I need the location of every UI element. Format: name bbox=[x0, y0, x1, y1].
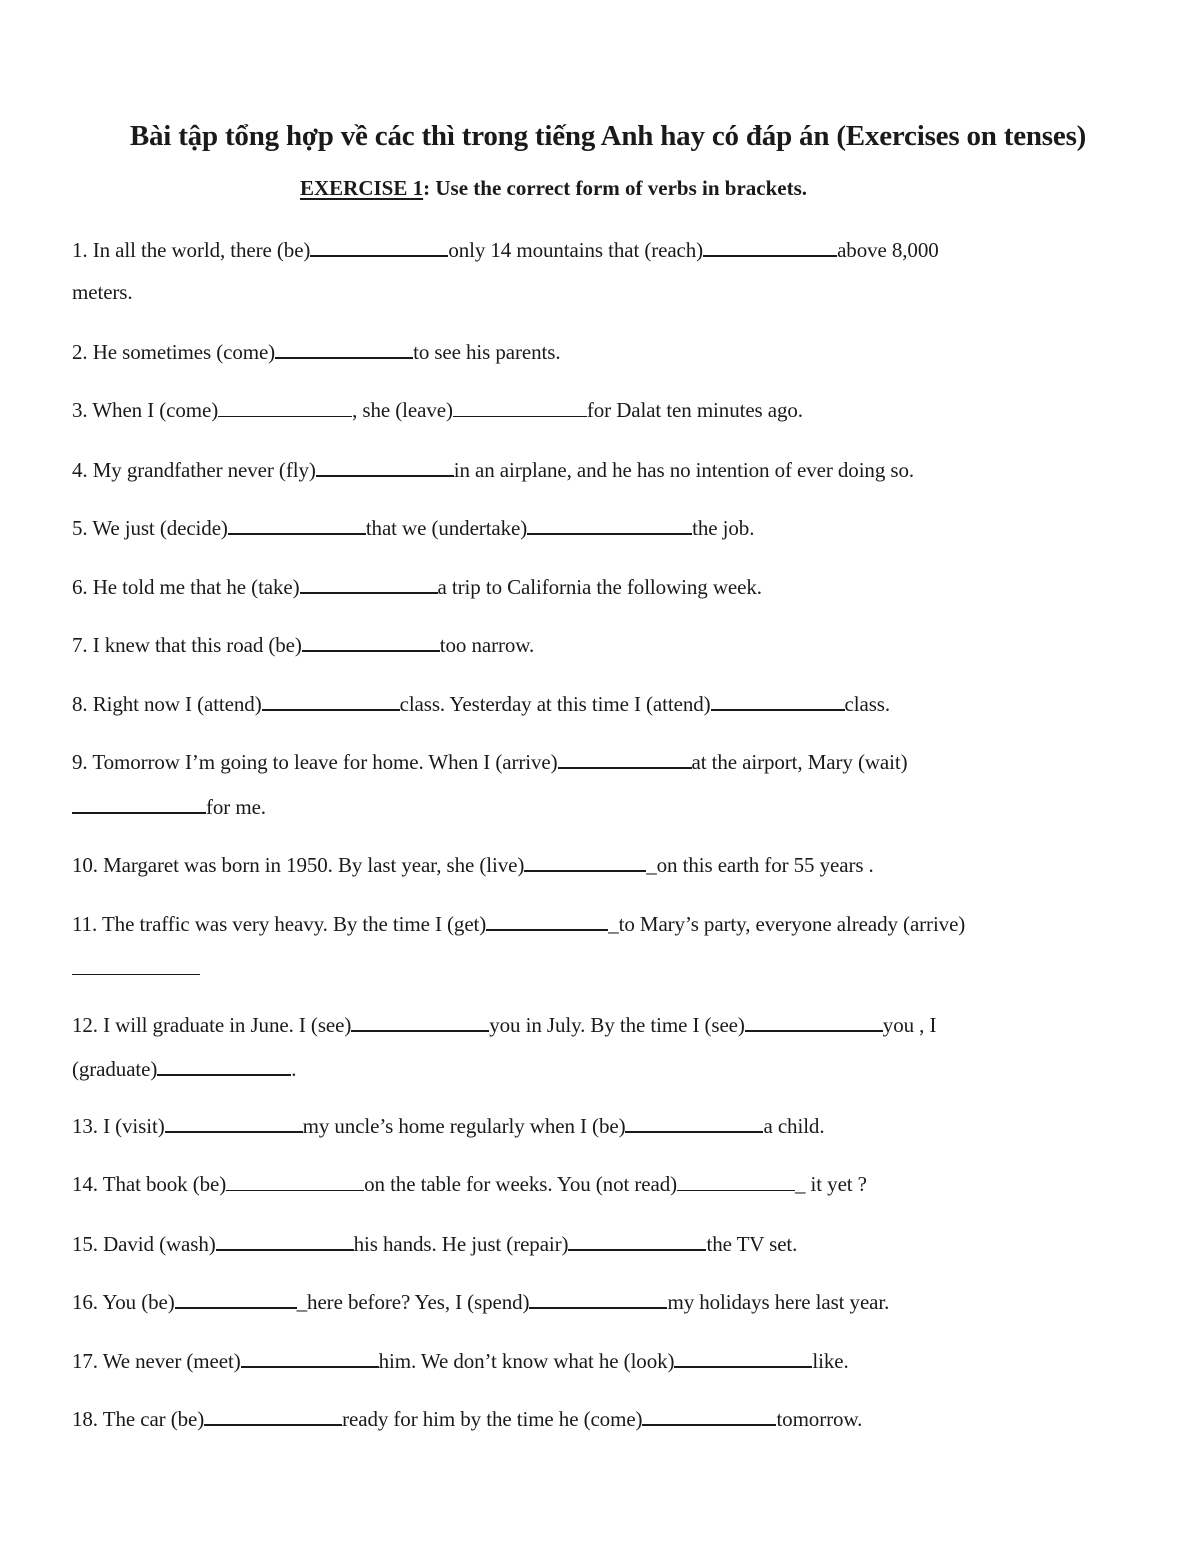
question-1: 1. In all the world, there (be) only 14 mountains that (reach) above 8,000 bbox=[72, 238, 939, 262]
question-5: 5. We just (decide) that we (undertake) the job. bbox=[72, 516, 755, 540]
question-1-continued: meters. bbox=[72, 280, 133, 304]
question-13: 13. I (visit) my uncle’s home regularly when I (be) a child. bbox=[72, 1114, 825, 1138]
question-12: 12. I will graduate in June. I (see) you in July. By the time I (see) you , I bbox=[72, 1013, 937, 1037]
answer-blank[interactable] bbox=[204, 1405, 342, 1426]
answer-blank[interactable] bbox=[316, 456, 454, 477]
answer-blank[interactable] bbox=[745, 1011, 883, 1032]
answer-blank[interactable] bbox=[275, 338, 413, 359]
question-2: 2. He sometimes (come) to see his parents. bbox=[72, 340, 561, 364]
answer-blank[interactable] bbox=[524, 851, 646, 872]
answer-blank[interactable] bbox=[529, 1288, 667, 1309]
answer-blank[interactable] bbox=[157, 1055, 291, 1076]
answer-blank[interactable] bbox=[216, 1230, 354, 1251]
answer-blank[interactable] bbox=[72, 793, 206, 814]
exercise-heading bbox=[300, 176, 807, 201]
answer-blank[interactable] bbox=[351, 1011, 489, 1032]
question-3: 3. When I (come) , she (leave) for Dalat ten minutes ago. bbox=[72, 398, 803, 422]
answer-blank[interactable] bbox=[72, 955, 200, 975]
worksheet-title: Bài tập tổng hợp về các thì trong tiếng Anh hay có đáp án (Exercises on tenses) bbox=[129, 120, 1087, 152]
answer-blank[interactable] bbox=[241, 1347, 379, 1368]
answer-blank[interactable] bbox=[625, 1112, 763, 1133]
answer-blank[interactable] bbox=[262, 690, 400, 711]
answer-blank[interactable] bbox=[228, 514, 366, 535]
answer-blank[interactable] bbox=[677, 1171, 795, 1191]
question-10: 10. Margaret was born in 1950. By last year, she (live) _on this earth for 55 years . bbox=[72, 853, 874, 877]
question-12-continued: (graduate) . bbox=[72, 1057, 297, 1081]
answer-blank[interactable] bbox=[310, 236, 448, 257]
question-9: 9. Tomorrow I’m going to leave for home. When I (arrive) at the airport, Mary (wait) bbox=[72, 750, 908, 774]
answer-blank[interactable] bbox=[703, 236, 837, 257]
answer-blank[interactable] bbox=[300, 573, 438, 594]
exercise-label: EXERCISE 1 bbox=[300, 176, 424, 200]
exercise-instruction: : Use the correct form of verbs in brackets. bbox=[423, 176, 808, 200]
answer-blank[interactable] bbox=[218, 397, 352, 417]
question-11: 11. The traffic was very heavy. By the time I (get) _to Mary’s party, everyone already (arrive) bbox=[72, 912, 966, 936]
question-15: 15. David (wash) his hands. He just (repair) the TV set. bbox=[72, 1232, 798, 1256]
answer-blank[interactable] bbox=[527, 514, 692, 535]
question-4: 4. My grandfather never (fly) in an airplane, and he has no intention of ever doing so. bbox=[72, 458, 915, 482]
answer-blank[interactable] bbox=[453, 397, 587, 417]
question-18: 18. The car (be) ready for him by the time he (come) tomorrow. bbox=[72, 1407, 863, 1431]
answer-blank[interactable] bbox=[165, 1112, 303, 1133]
question-9-continued: for me. bbox=[72, 793, 266, 820]
answer-blank[interactable] bbox=[175, 1288, 297, 1309]
answer-blank[interactable] bbox=[558, 748, 692, 769]
answer-blank[interactable] bbox=[486, 910, 608, 931]
question-7: 7. I knew that this road (be) too narrow. bbox=[72, 633, 535, 657]
answer-blank[interactable] bbox=[642, 1405, 776, 1426]
question-14: 14. That book (be) on the table for weeks. You (not read) _ it yet ? bbox=[72, 1172, 867, 1196]
answer-blank[interactable] bbox=[226, 1171, 364, 1191]
answer-blank[interactable] bbox=[302, 631, 440, 652]
answer-blank[interactable] bbox=[711, 690, 845, 711]
answer-blank[interactable] bbox=[568, 1230, 706, 1251]
question-6: 6. He told me that he (take) a trip to California the following week. bbox=[72, 575, 762, 599]
answer-blank[interactable] bbox=[674, 1347, 812, 1368]
question-17: 17. We never (meet) him. We don’t know what he (look) like. bbox=[72, 1349, 849, 1373]
question-11-continued bbox=[72, 955, 200, 981]
question-8: 8. Right now I (attend) class. Yesterday at this time I (attend) class. bbox=[72, 692, 891, 716]
question-16: 16. You (be) _here before? Yes, I (spend) my holidays here last year. bbox=[72, 1290, 890, 1314]
